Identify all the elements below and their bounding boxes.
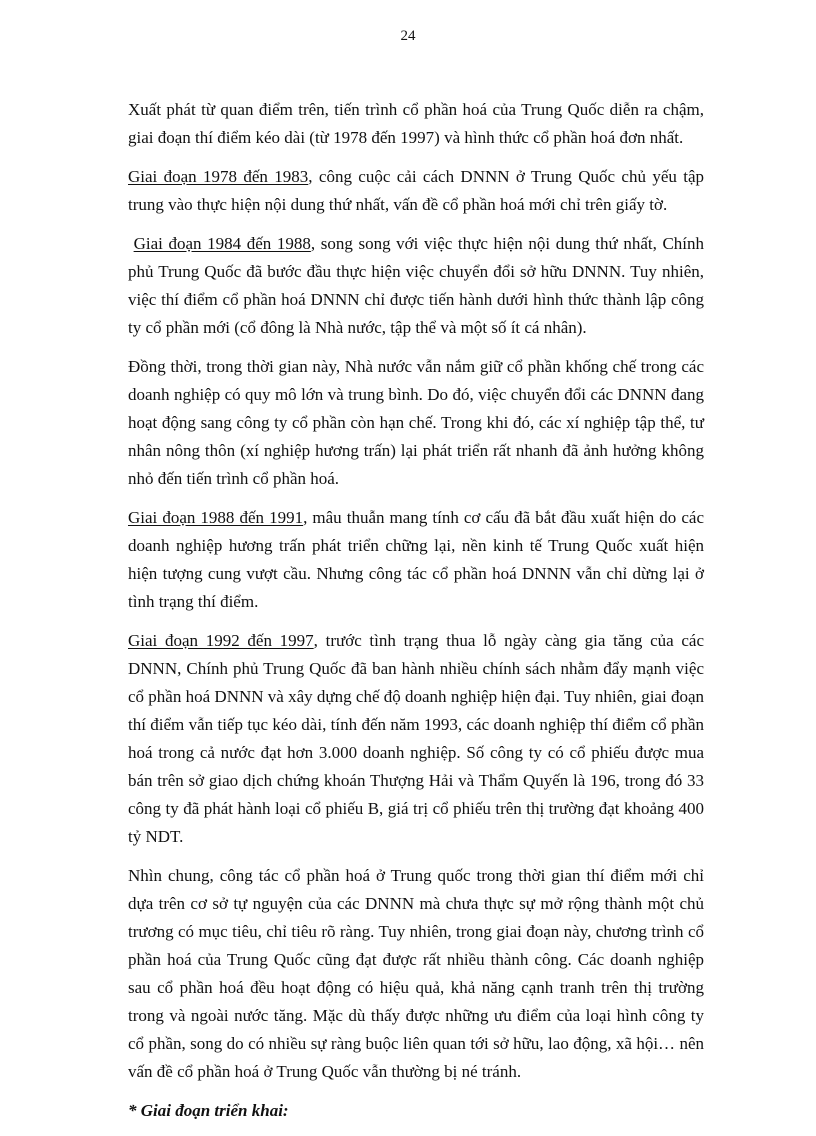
body-text xyxy=(128,96,704,1136)
paragraph-text: , mâu thuẫn mang tính cơ cấu đã bắt đầu xuất hiện do các doanh nghiệp hương trấn phát triển chững lại, nền kinh tế Trung Quốc xuất hiện hiện tượng cung vượt cầu. Nhưng công tác cổ phần hoá DNNN vẫn chỉ dừng lại ở tình trạng thí điểm. xyxy=(128,508,704,611)
paragraph xyxy=(128,353,704,493)
paragraph-text: , trước tình trạng thua lỗ ngày càng gia tăng của các DNNN, Chính phủ Trung Quốc đã ban hành nhiều chính sách nhằm đẩy mạnh việc cổ phần hoá DNNN và xây dựng chế độ doanh nghiệp hiện đại. Tuy nhiên, giai đoạn thí điểm vẫn tiếp tục kéo dài, tính đến năm 1993, các doanh nghiệp thí điểm cổ phần hoá trong cả nước đạt hơn 3.000 doanh nghiệp. Số công ty có cổ phiếu được mua bán trên sở giao dịch chứng khoán Thượng Hải và Thẩm Quyến là 196, trong đó 33 công ty đã phát hành loại cổ phiếu B, giá trị cổ phiếu trên thị trường đạt khoảng 400 tỷ NDT. xyxy=(128,631,704,846)
paragraph xyxy=(128,230,704,342)
paragraph-text: , công cuộc cải cách DNNN ở Trung Quốc chủ yếu tập trung vào thực hiện nội dung thứ nhất, vấn đề cổ phần hoá mới chỉ trên giấy tờ. xyxy=(128,167,704,214)
paragraph-text: , song song với việc thực hiện nội dung thứ nhất, Chính phủ Trung Quốc đã bước đầu thực hiện việc chuyển đổi sở hữu DNNN. Tuy nhiên, việc thí điểm cổ phần hoá DNNN chỉ được tiến hành dưới hình thức thành lập công ty cổ phần mới (cổ đông là Nhà nước, tập thể và một số ít cá nhân). xyxy=(128,234,705,337)
paragraph-text: Đồng thời, trong thời gian này, Nhà nước vẫn nắm giữ cổ phần khống chế trong các doanh nghiệp có quy mô lớn và trung bình. Do đó, việc chuyển đổi các DNNN đang hoạt động sang công ty cổ phần còn hạn chế. Trong khi đó, các xí nghiệp tập thể, tư nhân nông thôn (xí nghiệp hương trấn) lại phát triển rất nhanh đã ảnh hưởng không nhỏ đến tiến trình cổ phần hoá. xyxy=(128,357,704,488)
paragraph xyxy=(128,627,704,851)
page-number: 24 xyxy=(400,28,416,44)
paragraph-text: Nhìn chung, công tác cổ phần hoá ở Trung quốc trong thời gian thí điểm mới chỉ dựa trên cơ sở tự nguyện của các DNNN mà chưa thực sự mở rộng thành một chủ trương có mục tiêu, chỉ tiêu rõ ràng. Tuy nhiên, trong giai đoạn này, chương trình cổ phần hoá của Trung Quốc cũng đạt được rất nhiều thành công. Các doanh nghiệp sau cổ phần hoá đều hoạt động có hiệu quả, khả năng cạnh tranh trên thị trường trong và ngoài nước tăng. Mặc dù thấy được những ưu điểm của loại hình công ty cổ phần, song do có nhiều sự ràng buộc liên quan tới sở hữu, lao động, xã hội… nên vấn đề cổ phần hoá ở Trung Quốc vẫn thường bị né tránh. xyxy=(128,866,704,1081)
section-heading: * Giai đoạn triển khai: xyxy=(128,1101,289,1120)
period-heading-1992-1997: Giai đoạn 1992 đến 1997 xyxy=(128,631,314,650)
paragraph xyxy=(128,163,704,219)
paragraph-text: Xuất phát từ quan điểm trên, tiến trình cổ phần hoá của Trung Quốc diễn ra chậm, giai đoạn thí điểm kéo dài (từ 1978 đến 1997) và hình thức cổ phần hoá đơn nhất. xyxy=(128,100,704,147)
paragraph xyxy=(128,862,704,1086)
period-heading-1988-1991: Giai đoạn 1988 đến 1991 xyxy=(128,508,304,527)
period-heading-1978-1983: Giai đoạn 1978 đến 1983 xyxy=(128,167,309,186)
paragraph xyxy=(128,504,704,616)
period-heading-1984-1988: Giai đoạn 1984 đến 1988 xyxy=(133,234,311,253)
paragraph xyxy=(128,96,704,152)
